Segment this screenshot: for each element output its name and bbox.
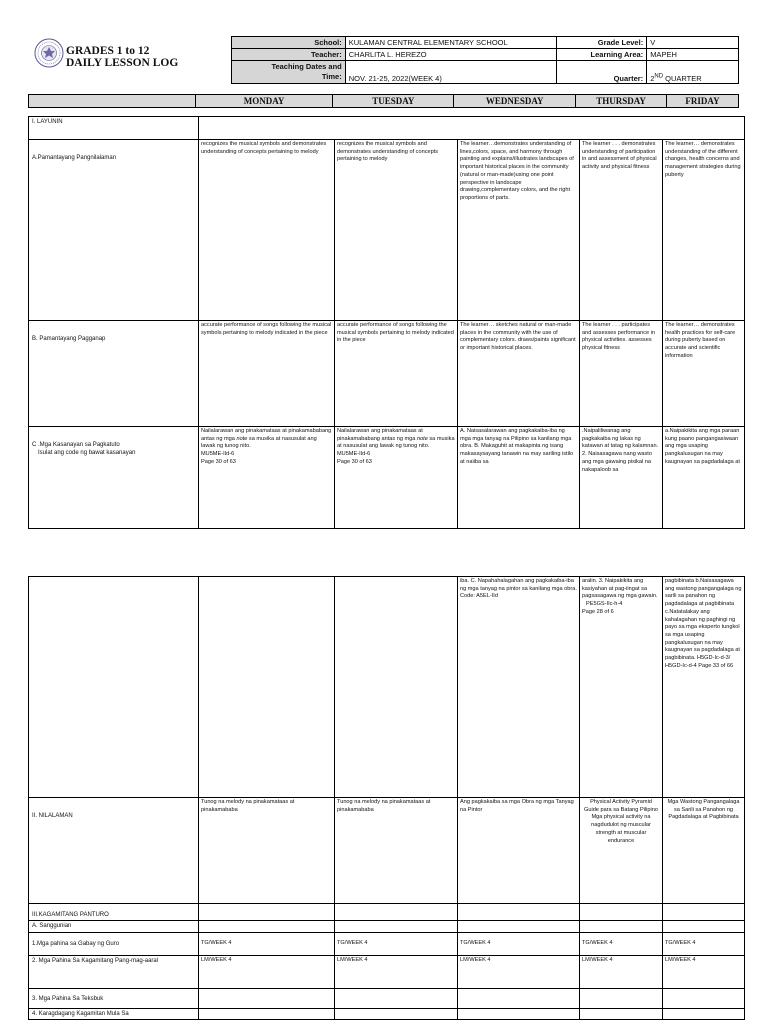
layunin-blank	[199, 117, 745, 140]
quarter-value	[647, 61, 739, 84]
gabay-monday: TG/WEEK 4	[199, 933, 335, 956]
day-monday: MONDAY	[195, 95, 333, 108]
teksbuk-tuesday	[335, 989, 458, 1009]
teaching-dates-label-1: Teaching Dates and	[271, 62, 342, 71]
gabay-friday: TG/WEEK 4	[663, 933, 745, 956]
sanggunian-friday	[663, 921, 745, 933]
c-tuesday-text-2: sa musika at nasusulat ang lawak ng tunog nito.	[337, 435, 455, 450]
document-title	[66, 45, 178, 69]
teacher-value: CHARLITA L. HEREZO	[345, 49, 557, 61]
kagamitan-label: III.KAGAMITANG PANTURO	[29, 904, 199, 921]
c-monday-text-2: sa musika at nasusulat ang lawak ng tunog nito.	[201, 435, 317, 450]
continuation-thursday-code: PE5GS-IIc-h-4	[586, 601, 623, 608]
c-monday-note: note	[236, 435, 248, 442]
kagamitan-pang-mag-aaral-label: 2. Mga Pahina Sa Kagamitang Pang-mag-aaral	[29, 956, 199, 989]
lm-wednesday: LM/WEEK 4	[458, 956, 580, 989]
c-thursday	[580, 427, 663, 529]
teksbuk-label: 3. Mga Pahina Sa Teksbuk	[29, 989, 199, 1009]
teksbuk-friday	[663, 989, 745, 1009]
continuation-label-blank	[29, 577, 199, 798]
lm-tuesday: LM/WEEK 4	[335, 956, 458, 989]
nilalaman-friday: Mga Wastong Pangangalaga sa Sarili sa Panahon ng Pagdadalaga at Pagbibinata	[663, 798, 745, 904]
grade-level-value: V	[647, 37, 739, 49]
continuation-tuesday	[335, 577, 458, 798]
quarter-suffix: ND	[654, 73, 664, 80]
gabay-tuesday: TG/WEEK 4	[335, 933, 458, 956]
gabay-label: 1.Mga pahina sa Gabay ng Guro	[29, 933, 199, 956]
quarter-word: QUARTER	[663, 74, 702, 83]
title-line-1: GRADES 1 to 12	[66, 45, 150, 57]
lm-friday: LM/WEEK 4	[663, 956, 745, 989]
b-wednesday: The learner… sketches natural or man-made places in the community with the use of complementary colors. draws/paints significant or important historical places.	[458, 321, 580, 427]
b-monday: accurate performance of songs following the musical symbols pertaining to melody indicated in the piece	[199, 321, 335, 427]
gabay-wednesday: TG/WEEK 4	[458, 933, 580, 956]
kagamitan-friday	[663, 904, 745, 921]
b-tuesday: accurate performance of songs following the musical symbols pertaining to melody indicated in the piece	[335, 321, 458, 427]
teaching-dates-label	[232, 61, 346, 84]
c-friday	[663, 427, 745, 529]
quarter-label: Quarter:	[557, 61, 647, 84]
lm-thursday: LM/WEEK 4	[580, 956, 663, 989]
gabay-thursday: TG/WEEK 4	[580, 933, 663, 956]
sanggunian-wednesday	[458, 921, 580, 933]
nilalaman-label: II. NILALAMAN	[29, 798, 199, 904]
b-thursday: The learner . . . participates and assesses performance in physical activities. assesses physical fitness	[580, 321, 663, 427]
kagamitan-wednesday	[458, 904, 580, 921]
objectives-table	[28, 116, 745, 529]
learning-area-label: Learning Area:	[557, 49, 647, 61]
karagdagang-thursday	[580, 1009, 663, 1020]
c-monday-text-1: Nailalarawan ang pinakamataas at pinakamababang antas ng mga	[201, 428, 332, 442]
c-monday-page: Page 30 of 63	[201, 458, 236, 465]
teksbuk-thursday	[580, 989, 663, 1009]
kagamitan-thursday	[580, 904, 663, 921]
c-tuesday	[335, 427, 458, 529]
karagdagang-kagamitan-label: 4. Karagdagang Kagamitan Mula Sa	[29, 1009, 199, 1020]
c-tuesday-page: Page 30 of 63	[337, 458, 372, 465]
kasanayan-label-1: C .Mga Kasanayan sa Pagkatuto	[32, 442, 120, 448]
c-thursday-text: .Naipaliliwanag ang pagkakaiba ng lakas ng katawan at tatag ng kalamnan. 2. Naisasagawa nang wasto ang mga gawaing pisikal na nakapaloob sa	[582, 428, 659, 473]
kagamitan-monday	[199, 904, 335, 921]
teaching-dates-value: NOV. 21-25, 2022(WEEK 4)	[345, 61, 557, 84]
b-friday: The learner… demonstrates health practices for self-care during puberty based on accurate and scientific information	[663, 321, 745, 427]
header-info-table	[231, 36, 739, 84]
teaching-dates-label-2: Time:	[321, 72, 342, 81]
c-monday-code: MU5ME-IId-6	[201, 451, 235, 458]
learning-area-value: MAPEH	[647, 49, 739, 61]
karagdagang-tuesday	[335, 1009, 458, 1020]
nilalaman-wednesday: Ang pagkakaiba sa mga Obra ng mga Tanyag na Pintor	[458, 798, 580, 904]
c-friday-text: a.Naipakikita ang mga paraan kung paano pangangasiwaan ang mga usaping pangkalusugan na may kaugnayan sa pagdadalaga at	[665, 428, 740, 465]
layunin-label: I. LAYUNIN	[29, 117, 199, 140]
kagamitan-tuesday	[335, 904, 458, 921]
c-wednesday-text: A. Naisasalarawan ang pagkakaiba-iba ng mga mga tanyag na Pilipino sa kanilang mga obra. B. Makaguhit at makapinta ng isang makasaysayang tanawin na may sariling istilo at naiiba sa	[460, 428, 574, 465]
continuation-thursday-text: aralin. 3. Naipakikita ang kasiyahan at pag-iingat sa pagsasagawa ng mga gawain.	[582, 578, 658, 600]
nilalaman-tuesday: Tunog na melody na pinakamataas at pinakamababa	[335, 798, 458, 904]
c-monday	[199, 427, 335, 529]
sanggunian-monday	[199, 921, 335, 933]
grade-level-label: Grade Level:	[557, 37, 647, 49]
day-tuesday: TUESDAY	[333, 95, 454, 108]
day-thursday: THURSDAY	[576, 95, 667, 108]
a-monday: recognizes the musical symbols and demonstrates understanding of concepts pertaining to melody	[199, 140, 335, 321]
a-friday: The learner… demonstrates understanding of the different changes, health concerns and management strategies during puberty	[663, 140, 745, 321]
sanggunian-tuesday	[335, 921, 458, 933]
pamantayang-pangnilalaman-label: A.Pamantayang Pangnilalaman	[29, 140, 199, 321]
sanggunian-label: A. Sanggunian	[29, 921, 199, 933]
continuation-wednesday: iba. C. Napahahalagahan ang pagkakaiba-iba ng mga tanyag na pintor sa kanilang mga obra. Code: A5EL-IId	[458, 577, 580, 798]
a-thursday: The learner . . . demonstrates understanding of participation in and assessment of physical activity and physical fitness	[580, 140, 663, 321]
kasanayan-label-2: Isulat ang code ng bawat kasanayan	[38, 450, 136, 456]
karagdagang-friday	[663, 1009, 745, 1020]
pamantayang-pagganap-label: B. Pamantayang Pagganap	[29, 321, 199, 427]
day-wednesday: WEDNESDAY	[454, 95, 576, 108]
continuation-monday	[199, 577, 335, 798]
teksbuk-monday	[199, 989, 335, 1009]
kasanayan-label	[29, 427, 199, 529]
a-tuesday: recognizes the musical symbols and demonstrates understanding of concepts pertaining to melody	[335, 140, 458, 321]
c-tuesday-code: MU5ME-IId-6	[337, 451, 371, 458]
teksbuk-wednesday	[458, 989, 580, 1009]
teacher-label: Teacher:	[232, 49, 346, 61]
content-table	[28, 576, 745, 1020]
lm-monday: LM/WEEK 4	[199, 956, 335, 989]
a-wednesday: The learner…demonstrates understanding of lines,colors, space, and harmony through painting and explains/illustrates landscapes of important historical places in the community (natural or man-made)using one point perspective in landscape drawing,complementary colors, and the right proportions of parts.	[458, 140, 580, 321]
karagdagang-monday	[199, 1009, 335, 1020]
c-wednesday	[458, 427, 580, 529]
sanggunian-thursday	[580, 921, 663, 933]
continuation-thursday-page: Page 28 of 6	[582, 608, 614, 615]
day-friday: FRIDAY	[667, 95, 739, 108]
nilalaman-monday: Tunog na melody na pinakamataas at pinakamababa	[199, 798, 335, 904]
day-header-blank	[29, 95, 196, 108]
quarter-number: 2	[650, 74, 655, 83]
school-value: KULAMAN CENTRAL ELEMENTARY SCHOOL	[345, 37, 557, 49]
day-header-row	[28, 94, 739, 108]
school-label: School:	[232, 37, 346, 49]
continuation-friday: pagbibinata b.Naisasagawa ang wastong pangangalaga ng sarili sa panahon ng pagdadalaga at pagbibinata c.Natatalakay ang kahalagahan ng paghingi ng payo sa mga eksperto tungkol sa mga usaping pangkalusugan na may kaugnayan sa pagdadalaga at pagbibinata. H5GD-Ic-d-3/ H5GD-Ic-d-4 Page 33 of 66	[663, 577, 745, 798]
title-line-2: DAILY LESSON LOG	[66, 57, 179, 69]
c-tuesday-text-1: Nailalarawan ang pinakamataas at pinakamababang antas ng mga	[337, 428, 423, 442]
c-tuesday-note: note	[416, 435, 428, 442]
karagdagang-wednesday	[458, 1009, 580, 1020]
continuation-thursday	[580, 577, 663, 798]
nilalaman-thursday: Physical Activity Pyramid Guide para sa Batang Pilipino Mga physical activity na nagdudulot ng muscular strength at muscular endurance	[580, 798, 663, 904]
deped-seal-icon	[34, 38, 64, 68]
